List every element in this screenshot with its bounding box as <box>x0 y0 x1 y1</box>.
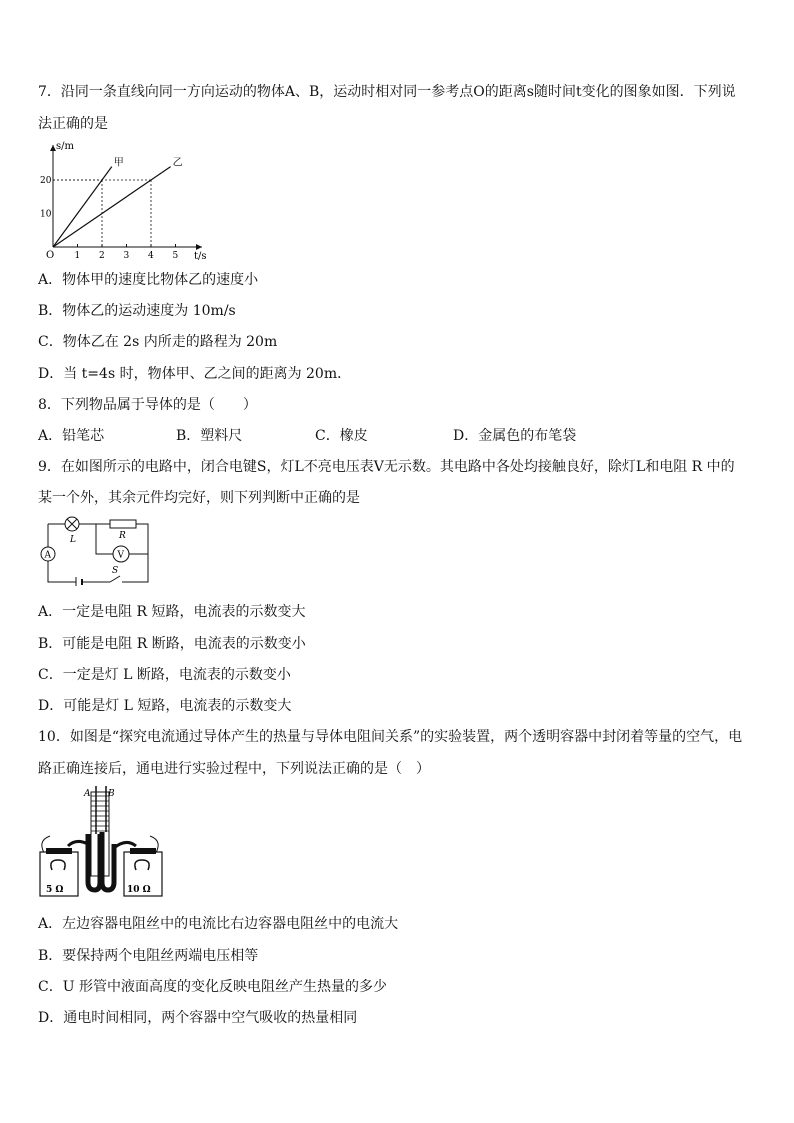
left-resistor-label: 5 Ω <box>46 885 64 895</box>
q10-stem-line2: 路正确连接后，通电进行实验过程中，下列说法正确的是（ ） <box>38 761 430 777</box>
q9-stem-line2: 某一个外，其余元件均完好，则下列判断中正确的是 <box>38 490 360 506</box>
lamp-label: L <box>70 535 76 545</box>
q7-st-graph <box>36 137 212 263</box>
q7-option-a: A．物体甲的速度比物体乙的速度小 <box>38 272 259 288</box>
svg-text:V: V <box>117 550 124 561</box>
x-tick-label: 3 <box>123 251 130 261</box>
svg-text:A: A <box>44 550 51 561</box>
x-tick-label: 5 <box>172 251 179 261</box>
q8-option-c: C．橡皮 <box>315 428 368 444</box>
origin-label: O <box>46 250 55 261</box>
y-tick-label: 20 <box>40 176 52 186</box>
q8-option-a: A．铅笔芯 <box>38 428 105 444</box>
q8-option-b: B．塑料尺 <box>176 428 243 444</box>
series-line-jia <box>53 167 112 247</box>
right-container <box>124 848 162 896</box>
switch-label: S <box>112 566 119 576</box>
x-tick-label: 1 <box>74 251 81 261</box>
tube-a-label: A <box>84 789 91 799</box>
q7-option-c: C．物体乙在 2s 内所走的路程为 20m <box>38 334 278 350</box>
q9-circuit-diagram <box>36 514 156 586</box>
q10-option-c: C．U 形管中液面高度的变化反映电阻丝产生热量的多少 <box>38 979 387 995</box>
series-label: 甲 <box>113 157 124 169</box>
q10-apparatus-diagram <box>36 786 166 901</box>
q9-option-c: C．一定是灯 L 断路，电流表的示数变小 <box>38 667 291 683</box>
y-axis-label: s/m <box>56 141 74 152</box>
x-tick-label: 2 <box>99 251 105 261</box>
q10-option-a: A．左边容器电阻丝中的电流比右边容器电阻丝中的电流大 <box>38 916 399 932</box>
x-tick-label: 4 <box>148 251 154 261</box>
q9-option-b: B．可能是电阻 R 断路，电流表的示数变小 <box>38 636 306 652</box>
q9-option-a: A．一定是电阻 R 短路，电流表的示数变大 <box>38 604 306 620</box>
resistor-label: R <box>119 531 126 541</box>
q8-option-d: D．金属色的布笔袋 <box>453 428 577 444</box>
series-line-yi <box>53 167 171 247</box>
series-label: 乙 <box>172 157 183 169</box>
voltmeter-symbol <box>113 546 129 562</box>
q10-stem-line1: 10．如图是“探究电流通过导体产生的热量与导体电阻间关系”的实验装置，两个透明容器中封闭着等量的空气，电 <box>38 729 743 745</box>
y-tick-label: 10 <box>40 209 52 220</box>
q10-option-d: D．通电时间相同，两个容器中空气吸收的热量相同 <box>38 1010 358 1026</box>
lamp-symbol <box>65 517 79 531</box>
q8-stem: 8．下列物品属于导体的是（ ） <box>38 397 257 413</box>
tube-b-label: B <box>108 789 115 799</box>
q7-stem-line1: 7．沿同一条直线向同一方向运动的物体A、B，运动时相对同一参考点O的距离s随时间t变化的图象如图．下列说 <box>38 84 736 100</box>
q7-option-b: B．物体乙的运动速度为 10m/s <box>38 303 236 319</box>
q9-option-d: D．可能是灯 L 短路，电流表的示数变大 <box>38 698 292 714</box>
x-axis-label: t/s <box>194 251 207 262</box>
q7-option-d: D．当 t=4s 时，物体甲、乙之间的距离为 20m． <box>38 366 352 382</box>
q9-stem-line1: 9．在如图所示的电路中，闭合电键S，灯L不亮电压表V无示数。其电路中各处均接触良好，除灯L和电阻 R 中的 <box>38 459 735 475</box>
left-container <box>40 848 78 896</box>
right-resistor-label: 10 Ω <box>127 885 151 895</box>
ammeter-symbol <box>41 547 55 561</box>
q10-option-b: B．要保持两个电阻丝两端电压相等 <box>38 948 259 964</box>
q7-stem-line2: 法正确的是 <box>38 116 108 132</box>
